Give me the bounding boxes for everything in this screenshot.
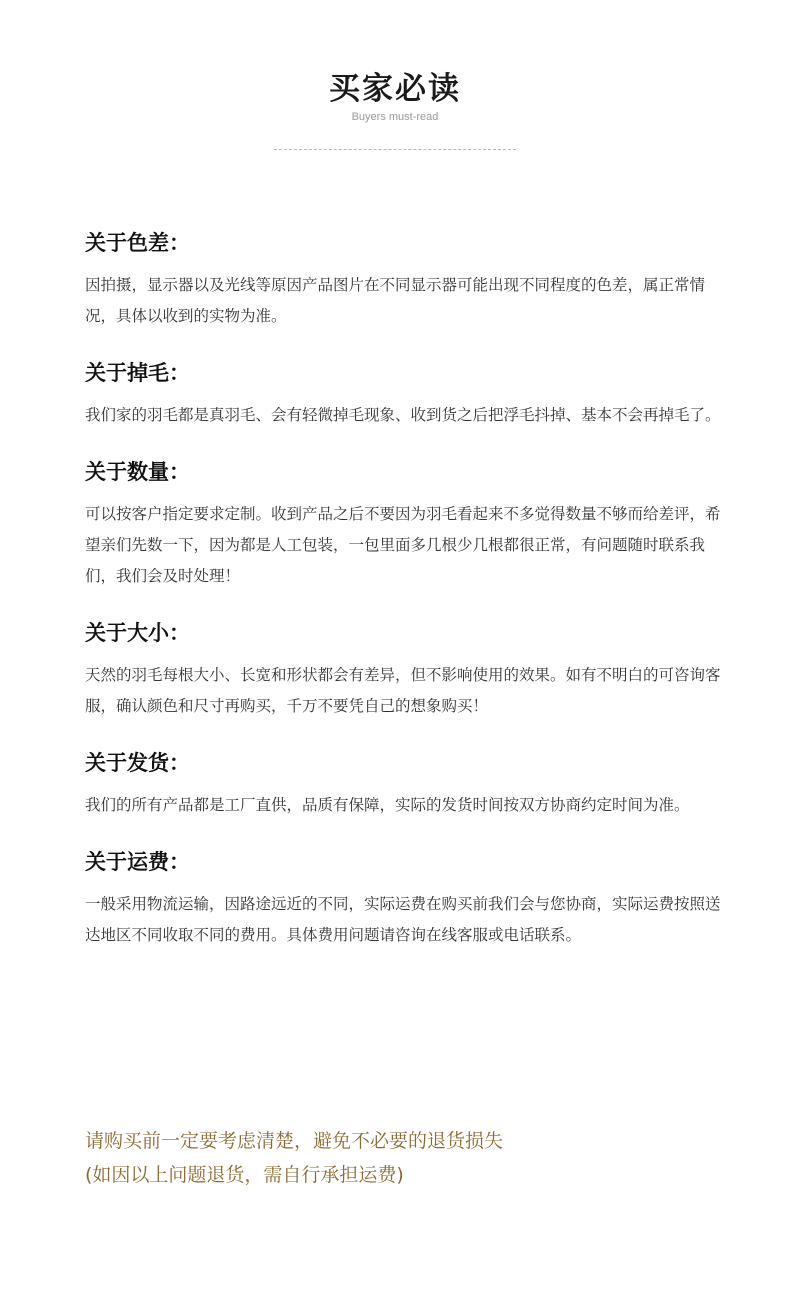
section-title: 关于色差： <box>85 231 190 255</box>
section-quantity <box>85 457 725 592</box>
section-color-difference <box>85 228 725 332</box>
section-shipping <box>85 748 725 821</box>
section-body: 我们家的羽毛都是真羽毛、会有轻微掉毛现象、收到货之后把浮毛抖掉、基本不会再掉毛了。 <box>85 406 721 424</box>
section-body: 一般采用物流运输，因路途远近的不同，实际运费在购买前我们会与您协商，实际运费按照送达地区不同收取不同的费用。具体费用问题请咨询在线客服或电话联系。 <box>85 895 721 944</box>
section-body: 我们的所有产品都是工厂直供，品质有保障，实际的发货时间按双方协商约定时间为准。 <box>85 796 690 814</box>
section-title: 关于大小： <box>85 621 190 645</box>
section-title: 关于掉毛： <box>85 361 190 385</box>
header-divider <box>274 149 516 150</box>
info-sections <box>85 228 725 977</box>
section-title: 关于运费： <box>85 850 190 874</box>
section-freight <box>85 847 725 951</box>
section-body: 可以按客户指定要求定制。收到产品之后不要因为羽毛看起来不多觉得数量不够而给差评，希望亲们先数一下，因为都是人工包装，一包里面多几根少几根都很正常，有问题随时联系我们，我们会及时处理！ <box>85 505 721 585</box>
section-size <box>85 618 725 722</box>
section-title: 关于发货： <box>85 751 190 775</box>
page-header <box>0 68 790 124</box>
page-subtitle: Buyers must-read <box>351 111 439 123</box>
notice-line-1: 请购买前一定要考虑清楚，避免不必要的退货损失 <box>85 1130 504 1152</box>
section-body: 因拍摄，显示器以及光线等原因产品图片在不同显示器可能出现不同程度的色差，属正常情况，具体以收到的实物为准。 <box>85 276 706 325</box>
section-title: 关于数量： <box>85 460 190 484</box>
section-shedding <box>85 358 725 431</box>
section-body: 天然的羽毛每根大小、长宽和形状都会有差异，但不影响使用的效果。如有不明白的可咨询客服，确认颜色和尺寸再购买，千万不要凭自己的想象购买！ <box>85 666 721 715</box>
page-title: 买家必读 <box>329 71 461 107</box>
notice-line-2: (如因以上问题退货，需自行承担运费) <box>85 1164 404 1186</box>
purchase-notice <box>85 1124 725 1192</box>
